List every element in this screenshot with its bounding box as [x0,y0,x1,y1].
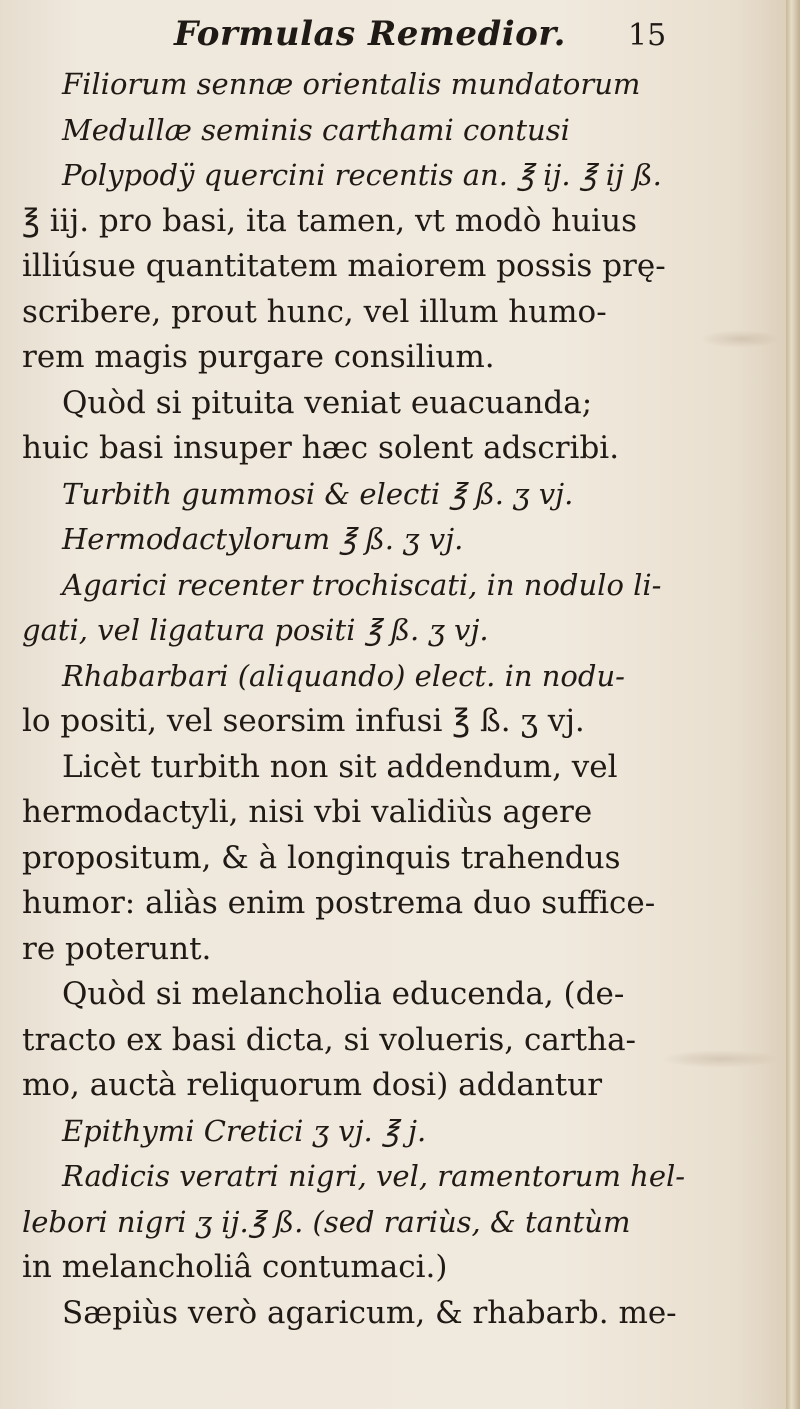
text-line: Medullæ seminis carthami contusi [62,112,570,147]
page-number: 15 [628,18,667,53]
text-line: lo positi, vel seorsim infusi ℥ ß. ʒ vj. [22,703,585,739]
text-line: mo, auctà reliquorum dosi) addantur [22,1067,603,1103]
page-header [0,14,800,64]
text-line: rem magis purgare consilium. [22,339,495,375]
running-title: Formulas Remedior. [174,14,566,54]
text-line: Agarici recenter trochiscati, in nodulo li- [62,567,662,602]
text-line: propositum, & à longinquis trahendus [22,839,621,876]
text-line: Polypodÿ quercini recentis an. ℥ ij. ℥ ij ß. [62,158,662,192]
text-line: Filiorum sennæ orientalis mundatorum [62,67,641,101]
text-line: re poterunt. [22,930,212,967]
text-line: humor: aliàs enim postrema duo suffice- [22,885,656,921]
text-line: Turbith gummosi & electi ℥ ß. ʒ vj. [62,476,574,511]
text-line: lebori nigri ʒ ij.℥ ß. (sed rariùs, & tantùm [22,1204,631,1239]
page-body [22,62,782,1336]
text-line: scribere, prout hunc, vel illum humo- [22,293,607,330]
text-line: Radicis veratri nigri, vel, ramentorum hel- [62,1159,686,1193]
text-line: Hermodactylorum ℥ ß. ʒ vj. [62,522,464,556]
text-line: tracto ex basi dicta, si volueris, cartha- [22,1021,637,1058]
text-line: gati, vel ligatura positi ℥ ß. ʒ vj. [22,613,489,647]
text-line: Licèt turbith non sit addendum, vel [62,748,618,785]
text-line: in melancholiâ contumaci.) [22,1249,448,1285]
text-line: Epithymi Cretici ʒ vj. ℥ j. [62,1113,427,1148]
book-spine-edge [786,0,800,1409]
text-line: Rhabarbari (aliquando) elect. in nodu- [62,658,625,693]
text-line: Quòd si pituita veniat euacuanda; [62,384,593,421]
text-line: huic basi insuper hæc solent adscribi. [22,430,620,466]
text-line: illiúsue quantitatem maiorem possis prę- [22,248,666,284]
text-line: ℥ iij. pro basi, ita tamen, vt modò huius [22,202,637,239]
text-line: hermodactyli, nisi vbi validiùs agere [22,794,593,830]
text-line: Quòd si melancholia educenda, (de- [62,976,625,1012]
text-line: Sæpiùs verò agaricum, & rhabarb. me- [62,1294,677,1331]
